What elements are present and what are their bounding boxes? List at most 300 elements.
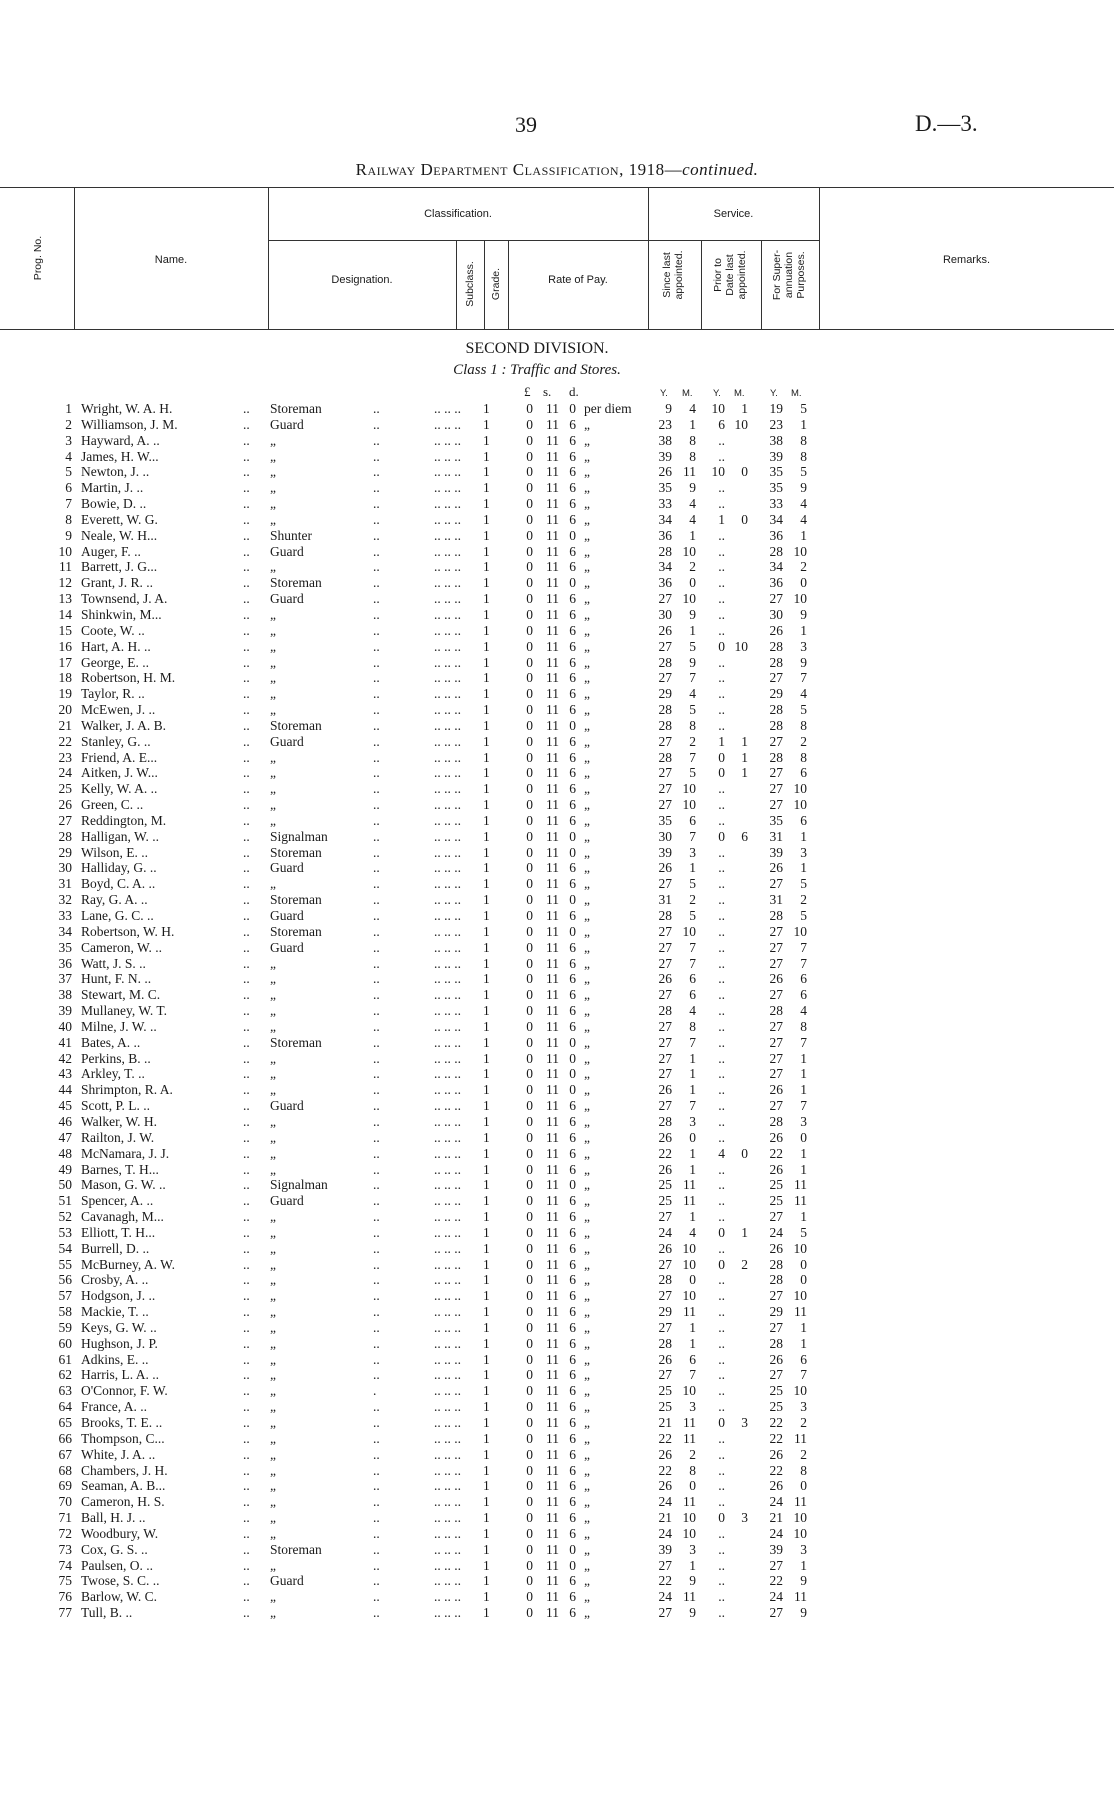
table-row bbox=[0, 1035, 1114, 1051]
cell-prior-months: 0 bbox=[741, 511, 748, 527]
cell-designation: Storeman bbox=[270, 892, 322, 908]
cell-super-months: 8 bbox=[800, 432, 807, 448]
cell-pay-pounds: 0 bbox=[526, 1478, 533, 1494]
cell-prog-no: 39 bbox=[58, 1003, 72, 1019]
cell-pay-period: „ bbox=[584, 876, 590, 892]
cell-super-years: 27 bbox=[769, 987, 783, 1003]
cell-pay-shillings: 11 bbox=[546, 543, 559, 559]
cell-leader: .. bbox=[373, 939, 380, 955]
cell-pay-pounds: 0 bbox=[526, 781, 533, 797]
cell-designation: „ bbox=[270, 987, 276, 1003]
cell-since-years: 27 bbox=[658, 733, 672, 749]
cell-leader: .. bbox=[243, 1161, 250, 1177]
cell-prior-years: .. bbox=[718, 432, 725, 448]
cell-prior-years: .. bbox=[718, 575, 725, 591]
table-row bbox=[0, 1019, 1114, 1035]
cell-designation: „ bbox=[270, 749, 276, 765]
cell-name: James, H. W... bbox=[81, 448, 159, 464]
cell-leader: .. bbox=[373, 923, 380, 939]
cell-grade: 1 bbox=[483, 733, 490, 749]
cell-pay-pounds: 0 bbox=[526, 1209, 533, 1225]
cell-pay-pence: 6 bbox=[569, 860, 576, 876]
cell-pay-period: „ bbox=[584, 654, 590, 670]
cell-pay-shillings: 11 bbox=[546, 1066, 559, 1082]
cell-since-years: 27 bbox=[658, 1098, 672, 1114]
cell-prog-no: 9 bbox=[65, 527, 72, 543]
cell-pay-shillings: 11 bbox=[546, 749, 559, 765]
table-row bbox=[0, 449, 1114, 465]
cell-prior-months: 3 bbox=[741, 1510, 748, 1526]
cell-pay-period: „ bbox=[584, 1494, 590, 1510]
cell-prior-years: 10 bbox=[711, 401, 725, 416]
cell-pay-shillings: 11 bbox=[546, 1272, 559, 1288]
cell-grade: 1 bbox=[483, 923, 490, 939]
cell-pay-period: „ bbox=[584, 717, 590, 733]
cell-leader: .. bbox=[243, 1573, 250, 1589]
cell-grade: 1 bbox=[483, 432, 490, 448]
cell-leader: .. bbox=[243, 1605, 250, 1621]
cell-pay-shillings: 11 bbox=[546, 1240, 559, 1256]
cell-leader: .. bbox=[243, 1335, 250, 1351]
cell-leader: .. .. .. bbox=[434, 622, 461, 638]
cell-designation: „ bbox=[270, 1129, 276, 1145]
cell-leader: .. bbox=[243, 464, 250, 480]
cell-super-years: 26 bbox=[769, 1446, 783, 1462]
cell-name: France, A. .. bbox=[81, 1399, 147, 1415]
cell-since-years: 35 bbox=[658, 480, 672, 496]
cell-since-months: 6 bbox=[689, 987, 696, 1003]
cell-name: McNamara, J. J. bbox=[81, 1145, 170, 1161]
cell-leader: .. .. .. bbox=[434, 1383, 461, 1399]
cell-since-years: 22 bbox=[658, 1462, 672, 1478]
cell-pay-shillings: 11 bbox=[546, 401, 559, 416]
cell-designation: „ bbox=[270, 1304, 276, 1320]
cell-since-months: 11 bbox=[683, 1304, 696, 1320]
cell-prior-years: .. bbox=[718, 686, 725, 702]
cell-pay-pence: 6 bbox=[569, 448, 576, 464]
cell-super-years: 28 bbox=[769, 543, 783, 559]
cell-super-months: 10 bbox=[793, 591, 807, 607]
unit-prior-years: Y. bbox=[713, 388, 721, 399]
cell-since-months: 3 bbox=[689, 1399, 696, 1415]
cell-super-years: 26 bbox=[769, 860, 783, 876]
cell-since-months: 10 bbox=[682, 797, 696, 813]
cell-prior-years: .. bbox=[718, 1462, 725, 1478]
cell-designation: „ bbox=[270, 1003, 276, 1019]
cell-since-years: 24 bbox=[658, 1525, 672, 1541]
cell-since-years: 39 bbox=[658, 1541, 672, 1557]
cell-since-months: 7 bbox=[689, 939, 696, 955]
cell-prog-no: 48 bbox=[58, 1145, 72, 1161]
cell-grade: 1 bbox=[483, 1082, 490, 1098]
cell-pay-pounds: 0 bbox=[526, 670, 533, 686]
cell-pay-shillings: 11 bbox=[546, 1351, 559, 1367]
cell-since-months: 3 bbox=[689, 1113, 696, 1129]
cell-grade: 1 bbox=[483, 1478, 490, 1494]
cell-leader: .. bbox=[373, 1240, 380, 1256]
cell-super-months: 2 bbox=[800, 1446, 807, 1462]
cell-leader: .. bbox=[373, 1430, 380, 1446]
cell-pay-shillings: 11 bbox=[546, 1288, 559, 1304]
table-row bbox=[0, 607, 1114, 623]
cell-super-months: 0 bbox=[800, 1478, 807, 1494]
cell-since-months: 1 bbox=[689, 1557, 696, 1573]
cell-super-months: 1 bbox=[800, 860, 807, 876]
cell-super-months: 11 bbox=[794, 1430, 807, 1446]
cell-since-years: 27 bbox=[658, 939, 672, 955]
cell-prog-no: 70 bbox=[58, 1494, 72, 1510]
cell-since-years: 27 bbox=[658, 781, 672, 797]
cell-pay-pence: 6 bbox=[569, 987, 576, 1003]
cell-pay-pounds: 0 bbox=[526, 1399, 533, 1415]
cell-pay-pence: 6 bbox=[569, 797, 576, 813]
cell-pay-pounds: 0 bbox=[526, 480, 533, 496]
cell-designation: „ bbox=[270, 1399, 276, 1415]
cell-pay-pounds: 0 bbox=[526, 1541, 533, 1557]
cell-since-months: 0 bbox=[689, 1272, 696, 1288]
cell-prog-no: 22 bbox=[58, 733, 72, 749]
cell-name: Mullaney, W. T. bbox=[81, 1003, 167, 1019]
cell-super-months: 9 bbox=[800, 1605, 807, 1621]
cell-name: Hayward, A. .. bbox=[81, 432, 160, 448]
cell-leader: .. bbox=[373, 591, 380, 607]
cell-designation: „ bbox=[270, 1557, 276, 1573]
page-title bbox=[0, 160, 1114, 180]
cell-pay-shillings: 11 bbox=[546, 733, 559, 749]
cell-designation: „ bbox=[270, 1335, 276, 1351]
cell-leader: .. bbox=[243, 844, 250, 860]
cell-super-months: 11 bbox=[794, 1193, 807, 1209]
cell-pay-shillings: 11 bbox=[546, 923, 559, 939]
cell-pay-pounds: 0 bbox=[526, 496, 533, 512]
cell-since-years: 26 bbox=[658, 464, 672, 480]
cell-super-months: 0 bbox=[800, 1129, 807, 1145]
cell-since-years: 26 bbox=[658, 1478, 672, 1494]
cell-leader: .. bbox=[243, 923, 250, 939]
cell-prog-no: 60 bbox=[58, 1335, 72, 1351]
cell-super-months: 1 bbox=[800, 1319, 807, 1335]
cell-pay-shillings: 11 bbox=[546, 1304, 559, 1320]
cell-leader: .. bbox=[243, 527, 250, 543]
cell-leader: .. bbox=[373, 1525, 380, 1541]
cell-since-months: 1 bbox=[689, 416, 696, 432]
cell-leader: .. bbox=[373, 1003, 380, 1019]
cell-pay-period: „ bbox=[584, 559, 590, 575]
cell-prior-years: .. bbox=[718, 1288, 725, 1304]
cell-pay-shillings: 11 bbox=[546, 1129, 559, 1145]
table-row bbox=[0, 575, 1114, 591]
cell-designation: „ bbox=[270, 1605, 276, 1621]
cell-name: Chambers, J. H. bbox=[81, 1462, 168, 1478]
cell-leader: .. .. .. bbox=[434, 575, 461, 591]
cell-leader: .. bbox=[243, 1541, 250, 1557]
table-row bbox=[0, 1162, 1114, 1178]
cell-grade: 1 bbox=[483, 1351, 490, 1367]
cell-leader: .. bbox=[373, 527, 380, 543]
cell-grade: 1 bbox=[483, 1209, 490, 1225]
cell-prior-years: .. bbox=[718, 702, 725, 718]
cell-grade: 1 bbox=[483, 591, 490, 607]
cell-prog-no: 6 bbox=[65, 480, 72, 496]
cell-grade: 1 bbox=[483, 543, 490, 559]
cell-leader: .. bbox=[373, 432, 380, 448]
cell-pay-shillings: 11 bbox=[546, 1193, 559, 1209]
cell-leader: .. bbox=[243, 892, 250, 908]
cell-name: Wilson, E. .. bbox=[81, 844, 148, 860]
cell-prior-years: .. bbox=[718, 1478, 725, 1494]
cell-pay-period: „ bbox=[584, 1605, 590, 1621]
cell-super-months: 5 bbox=[800, 908, 807, 923]
table-row bbox=[0, 623, 1114, 639]
table-row bbox=[0, 433, 1114, 449]
cell-pay-period: „ bbox=[584, 1541, 590, 1557]
cell-super-years: 27 bbox=[769, 1557, 783, 1573]
cell-super-years: 25 bbox=[769, 1399, 783, 1415]
cell-since-months: 4 bbox=[689, 1224, 696, 1240]
table-row bbox=[0, 956, 1114, 972]
table-row bbox=[0, 829, 1114, 845]
table-row bbox=[0, 1304, 1114, 1320]
table-row bbox=[0, 401, 1114, 417]
cell-prior-years: .. bbox=[718, 892, 725, 908]
cell-designation: „ bbox=[270, 559, 276, 575]
cell-since-years: 26 bbox=[658, 971, 672, 987]
cell-pay-pence: 0 bbox=[569, 1177, 576, 1193]
cell-leader: .. bbox=[243, 1066, 250, 1082]
cell-grade: 1 bbox=[483, 749, 490, 765]
cell-grade: 1 bbox=[483, 1319, 490, 1335]
cell-leader: .. bbox=[243, 1478, 250, 1494]
cell-grade: 1 bbox=[483, 1510, 490, 1526]
table-row bbox=[0, 1431, 1114, 1447]
cell-leader: .. .. .. bbox=[434, 939, 461, 955]
table-row bbox=[0, 464, 1114, 480]
cell-prior-years: .. bbox=[718, 1018, 725, 1034]
cell-leader: .. bbox=[373, 401, 380, 416]
cell-prior-years: .. bbox=[718, 1399, 725, 1415]
cell-prior-years: .. bbox=[718, 1541, 725, 1557]
cell-leader: .. bbox=[373, 765, 380, 781]
cell-name: Ray, G. A. .. bbox=[81, 892, 148, 908]
cell-pay-pounds: 0 bbox=[526, 1510, 533, 1526]
cell-leader: .. .. .. bbox=[434, 1050, 461, 1066]
cell-leader: .. .. .. bbox=[434, 1098, 461, 1114]
cell-pay-shillings: 11 bbox=[546, 781, 559, 797]
cell-designation: „ bbox=[270, 432, 276, 448]
cell-pay-period: „ bbox=[584, 622, 590, 638]
cell-prog-no: 3 bbox=[65, 432, 72, 448]
header-prior-to: Prior to Date last appointed. bbox=[712, 250, 748, 300]
cell-pay-pence: 6 bbox=[569, 416, 576, 432]
cell-pay-pence: 6 bbox=[569, 638, 576, 654]
cell-leader: .. .. .. bbox=[434, 1446, 461, 1462]
cell-prior-years: .. bbox=[718, 1113, 725, 1129]
cell-leader: .. bbox=[373, 1288, 380, 1304]
cell-designation: „ bbox=[270, 1240, 276, 1256]
cell-since-years: 28 bbox=[658, 749, 672, 765]
cell-designation: „ bbox=[270, 1478, 276, 1494]
cell-since-months: 11 bbox=[683, 1494, 696, 1510]
cell-prog-no: 73 bbox=[58, 1541, 72, 1557]
cell-pay-period: „ bbox=[584, 1177, 590, 1193]
cell-pay-pounds: 0 bbox=[526, 1383, 533, 1399]
cell-super-months: 1 bbox=[800, 1082, 807, 1098]
cell-super-months: 7 bbox=[800, 670, 807, 686]
cell-super-years: 27 bbox=[769, 733, 783, 749]
cell-super-years: 26 bbox=[769, 622, 783, 638]
cell-grade: 1 bbox=[483, 765, 490, 781]
cell-prog-no: 16 bbox=[58, 638, 72, 654]
cell-grade: 1 bbox=[483, 1288, 490, 1304]
cell-designation: „ bbox=[270, 1018, 276, 1034]
cell-prog-no: 45 bbox=[58, 1098, 72, 1114]
cell-leader: .. .. .. bbox=[434, 511, 461, 527]
cell-super-years: 27 bbox=[769, 876, 783, 892]
cell-prior-years: .. bbox=[718, 923, 725, 939]
cell-leader: .. bbox=[373, 1573, 380, 1589]
cell-leader: .. bbox=[243, 1415, 250, 1430]
cell-pay-period: „ bbox=[584, 1446, 590, 1462]
cell-pay-pounds: 0 bbox=[526, 923, 533, 939]
cell-leader: .. .. .. bbox=[434, 638, 461, 654]
cell-designation: Guard bbox=[270, 591, 304, 607]
cell-pay-pounds: 0 bbox=[526, 955, 533, 971]
cell-leader: .. .. .. bbox=[434, 432, 461, 448]
cell-since-years: 27 bbox=[658, 1557, 672, 1573]
cell-pay-pounds: 0 bbox=[526, 1304, 533, 1320]
cell-pay-pence: 6 bbox=[569, 1399, 576, 1415]
cell-pay-period: „ bbox=[584, 1145, 590, 1161]
cell-pay-pounds: 0 bbox=[526, 797, 533, 813]
cell-grade: 1 bbox=[483, 1399, 490, 1415]
cell-pay-pounds: 0 bbox=[526, 1050, 533, 1066]
cell-leader: .. bbox=[373, 1098, 380, 1114]
cell-prior-months: 6 bbox=[741, 828, 748, 844]
cell-pay-pounds: 0 bbox=[526, 575, 533, 591]
cell-leader: .. bbox=[243, 1272, 250, 1288]
cell-since-months: 7 bbox=[689, 1034, 696, 1050]
table-row bbox=[0, 1478, 1114, 1494]
cell-super-months: 0 bbox=[800, 1256, 807, 1272]
cell-since-months: 11 bbox=[683, 1430, 696, 1446]
table-row bbox=[0, 655, 1114, 671]
cell-super-years: 27 bbox=[769, 765, 783, 781]
cell-since-months: 7 bbox=[689, 670, 696, 686]
cell-leader: .. bbox=[243, 1129, 250, 1145]
cell-designation: „ bbox=[270, 670, 276, 686]
cell-prog-no: 18 bbox=[58, 670, 72, 686]
cell-leader: .. .. .. bbox=[434, 876, 461, 892]
cell-prog-no: 64 bbox=[58, 1399, 72, 1415]
cell-leader: .. bbox=[373, 987, 380, 1003]
unit-super-months: M. bbox=[791, 388, 802, 399]
cell-pay-shillings: 11 bbox=[546, 527, 559, 543]
table-row bbox=[0, 718, 1114, 734]
cell-leader: .. .. .. bbox=[434, 1557, 461, 1573]
table-row bbox=[0, 781, 1114, 797]
cell-grade: 1 bbox=[483, 1494, 490, 1510]
cell-pay-shillings: 11 bbox=[546, 1462, 559, 1478]
cell-since-months: 2 bbox=[689, 733, 696, 749]
cell-pay-pounds: 0 bbox=[526, 1272, 533, 1288]
cell-name: Taylor, R. .. bbox=[81, 686, 145, 702]
cell-prior-months: 1 bbox=[741, 749, 748, 765]
cell-pay-pence: 6 bbox=[569, 812, 576, 828]
cell-leader: .. bbox=[243, 1018, 250, 1034]
cell-designation: „ bbox=[270, 1510, 276, 1526]
cell-leader: .. bbox=[373, 1541, 380, 1557]
cell-leader: .. .. .. bbox=[434, 1399, 461, 1415]
cell-since-months: 5 bbox=[689, 638, 696, 654]
cell-since-months: 6 bbox=[689, 812, 696, 828]
cell-super-months: 11 bbox=[794, 1589, 807, 1605]
cell-prog-no: 63 bbox=[58, 1383, 72, 1399]
cell-grade: 1 bbox=[483, 638, 490, 654]
table-row bbox=[0, 734, 1114, 750]
cell-pay-pounds: 0 bbox=[526, 401, 533, 416]
cell-pay-period: „ bbox=[584, 1129, 590, 1145]
cell-leader: .. bbox=[243, 654, 250, 670]
unit-since-months: M. bbox=[682, 388, 693, 399]
cell-leader: .. bbox=[373, 496, 380, 512]
cell-designation: Guard bbox=[270, 1573, 304, 1589]
cell-grade: 1 bbox=[483, 844, 490, 860]
cell-pay-shillings: 11 bbox=[546, 416, 559, 432]
cell-pay-pounds: 0 bbox=[526, 432, 533, 448]
cell-pay-shillings: 11 bbox=[546, 717, 559, 733]
cell-prior-years: 0 bbox=[718, 749, 725, 765]
cell-super-months: 8 bbox=[800, 1018, 807, 1034]
cell-pay-shillings: 11 bbox=[546, 844, 559, 860]
cell-pay-pence: 6 bbox=[569, 559, 576, 575]
cell-name: Ball, H. J. .. bbox=[81, 1510, 146, 1526]
cell-prior-months: 2 bbox=[741, 1256, 748, 1272]
cell-pay-pounds: 0 bbox=[526, 828, 533, 844]
cell-pay-pounds: 0 bbox=[526, 1557, 533, 1573]
cell-leader: .. bbox=[243, 401, 250, 416]
cell-leader: .. bbox=[243, 1224, 250, 1240]
cell-leader: .. bbox=[373, 892, 380, 908]
cell-leader: .. .. .. bbox=[434, 1351, 461, 1367]
cell-name: Lane, G. C. .. bbox=[81, 908, 154, 923]
cell-super-years: 24 bbox=[769, 1494, 783, 1510]
cell-since-years: 27 bbox=[658, 923, 672, 939]
cell-leader: .. bbox=[373, 828, 380, 844]
cell-name: Cavanagh, M... bbox=[81, 1209, 164, 1225]
cell-leader: .. bbox=[373, 1557, 380, 1573]
cell-since-years: 27 bbox=[658, 1050, 672, 1066]
cell-pay-period: „ bbox=[584, 575, 590, 591]
cell-prior-years: .. bbox=[718, 1272, 725, 1288]
cell-pay-shillings: 11 bbox=[546, 797, 559, 813]
cell-pay-pounds: 0 bbox=[526, 1415, 533, 1430]
cell-name: Wright, W. A. H. bbox=[81, 401, 173, 416]
cell-since-years: 38 bbox=[658, 432, 672, 448]
cell-prior-years: .. bbox=[718, 1383, 725, 1399]
cell-since-months: 1 bbox=[689, 860, 696, 876]
cell-pay-pounds: 0 bbox=[526, 1319, 533, 1335]
cell-super-years: 27 bbox=[769, 1066, 783, 1082]
cell-leader: .. bbox=[373, 575, 380, 591]
cell-prior-years: .. bbox=[718, 1082, 725, 1098]
cell-prog-no: 44 bbox=[58, 1082, 72, 1098]
cell-since-years: 27 bbox=[658, 987, 672, 1003]
cell-name: Martin, J. .. bbox=[81, 480, 144, 496]
unit-prior-months: M. bbox=[734, 388, 745, 399]
cell-prog-no: 28 bbox=[58, 828, 72, 844]
cell-leader: .. bbox=[243, 1510, 250, 1526]
cell-grade: 1 bbox=[483, 622, 490, 638]
